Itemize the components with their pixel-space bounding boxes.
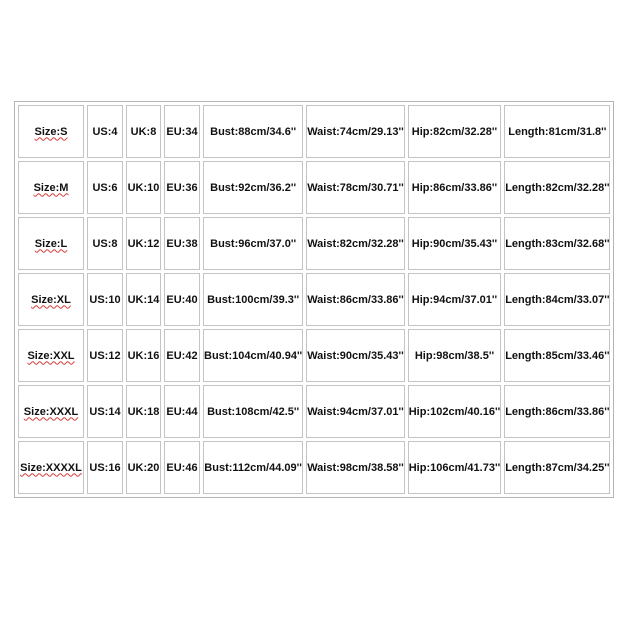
size-label: Size:M: [33, 181, 69, 194]
table-row: [18, 441, 610, 494]
hip-cell: Hip:106cm/41.73'': [408, 441, 501, 494]
size-label: Size:L: [34, 237, 68, 250]
bust-cell: Bust:88cm/34.6'': [203, 105, 303, 158]
eu-size-cell: EU:38: [164, 217, 200, 270]
bust-cell: Bust:96cm/37.0'': [203, 217, 303, 270]
length-cell: Length:84cm/33.07'': [504, 273, 610, 326]
length-cell: Length:86cm/33.86'': [504, 385, 610, 438]
size-cell: [18, 441, 84, 494]
uk-size-cell: UK:20: [126, 441, 161, 494]
waist-cell: Waist:78cm/30.71'': [306, 161, 405, 214]
size-cell: [18, 161, 84, 214]
size-cell: [18, 105, 84, 158]
us-size-cell: US:12: [87, 329, 123, 382]
hip-cell: Hip:82cm/32.28'': [408, 105, 501, 158]
uk-size-cell: UK:14: [126, 273, 161, 326]
hip-cell: Hip:94cm/37.01'': [408, 273, 501, 326]
size-cell: [18, 329, 84, 382]
waist-cell: Waist:86cm/33.86'': [306, 273, 405, 326]
size-cell: [18, 217, 84, 270]
bust-cell: Bust:104cm/40.94'': [203, 329, 303, 382]
eu-size-cell: EU:44: [164, 385, 200, 438]
table-row: [18, 217, 610, 270]
us-size-cell: US:14: [87, 385, 123, 438]
us-size-cell: US:6: [87, 161, 123, 214]
uk-size-cell: UK:8: [126, 105, 161, 158]
size-label: Size:XXL: [27, 349, 75, 362]
length-cell: Length:85cm/33.46'': [504, 329, 610, 382]
hip-cell: Hip:90cm/35.43'': [408, 217, 501, 270]
eu-size-cell: EU:36: [164, 161, 200, 214]
bust-cell: Bust:112cm/44.09'': [203, 441, 303, 494]
length-cell: Length:82cm/32.28'': [504, 161, 610, 214]
us-size-cell: US:16: [87, 441, 123, 494]
eu-size-cell: EU:40: [164, 273, 200, 326]
table-row: [18, 329, 610, 382]
waist-cell: Waist:82cm/32.28'': [306, 217, 405, 270]
hip-cell: Hip:102cm/40.16'': [408, 385, 501, 438]
size-label: Size:XXXL: [23, 405, 79, 418]
length-cell: Length:81cm/31.8'': [504, 105, 610, 158]
uk-size-cell: UK:12: [126, 217, 161, 270]
table-row: [18, 385, 610, 438]
size-label: Size:S: [34, 125, 68, 138]
eu-size-cell: EU:42: [164, 329, 200, 382]
waist-cell: Waist:94cm/37.01'': [306, 385, 405, 438]
hip-cell: Hip:86cm/33.86'': [408, 161, 501, 214]
us-size-cell: US:10: [87, 273, 123, 326]
us-size-cell: US:8: [87, 217, 123, 270]
size-label: Size:XL: [31, 293, 71, 306]
bust-cell: Bust:92cm/36.2'': [203, 161, 303, 214]
uk-size-cell: UK:16: [126, 329, 161, 382]
size-label: Size:XXXXL: [20, 461, 82, 474]
length-cell: Length:83cm/32.68'': [504, 217, 610, 270]
table-row: [18, 105, 610, 158]
uk-size-cell: UK:18: [126, 385, 161, 438]
size-cell: [18, 273, 84, 326]
length-cell: Length:87cm/34.25'': [504, 441, 610, 494]
waist-cell: Waist:90cm/35.43'': [306, 329, 405, 382]
eu-size-cell: EU:46: [164, 441, 200, 494]
uk-size-cell: UK:10: [126, 161, 161, 214]
table-row: [18, 273, 610, 326]
bust-cell: Bust:100cm/39.3'': [203, 273, 303, 326]
table-row: [18, 161, 610, 214]
hip-cell: Hip:98cm/38.5'': [408, 329, 501, 382]
us-size-cell: US:4: [87, 105, 123, 158]
size-chart-table: [14, 101, 614, 498]
eu-size-cell: EU:34: [164, 105, 200, 158]
bust-cell: Bust:108cm/42.5'': [203, 385, 303, 438]
waist-cell: Waist:74cm/29.13'': [306, 105, 405, 158]
size-cell: [18, 385, 84, 438]
waist-cell: Waist:98cm/38.58'': [306, 441, 405, 494]
